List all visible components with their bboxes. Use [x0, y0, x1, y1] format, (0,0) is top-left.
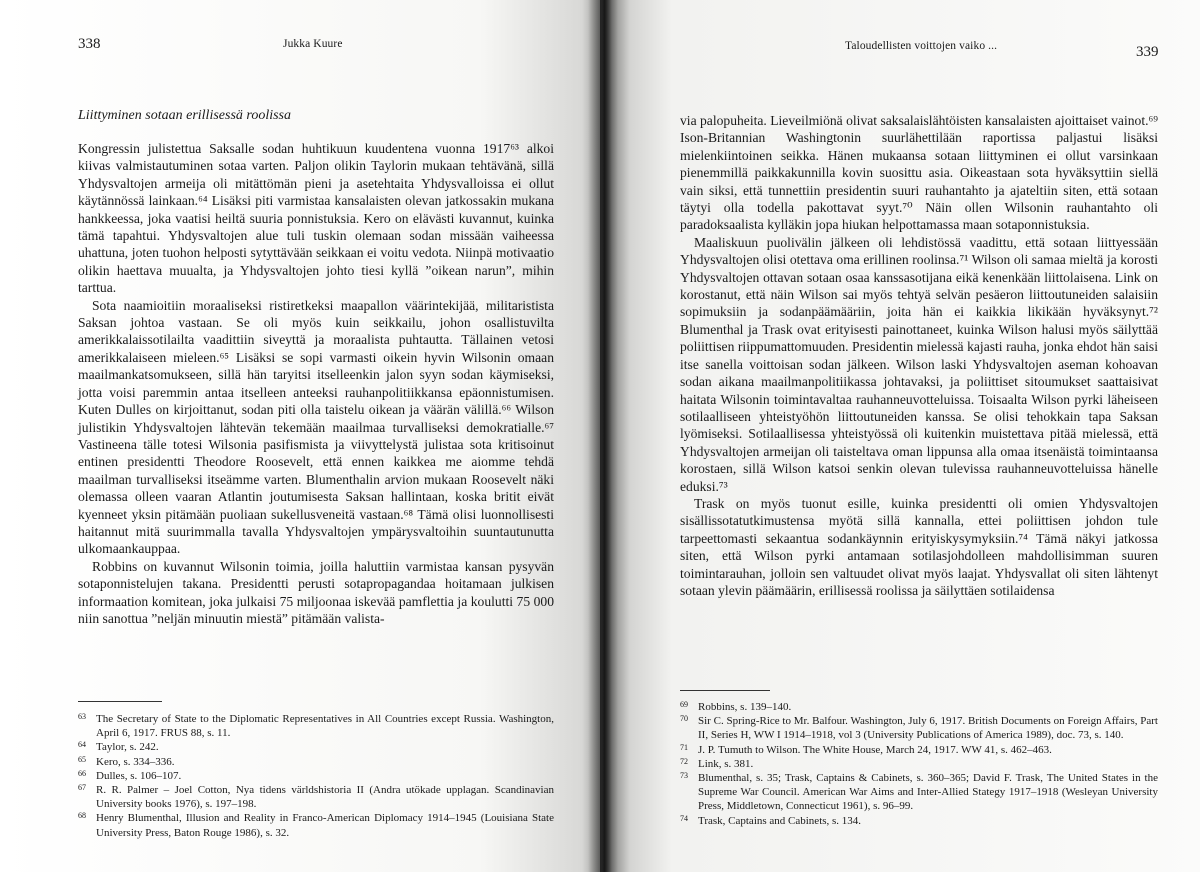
right-footnotes	[680, 700, 1158, 828]
footnote: 73 Blumenthal, s. 35; Trask, Captains & Cabinets, s. 360–365; David F. Trask, The United States in the Supreme War Council. American War Aims and Inter-Allied Stategy 1917–1918 (Wesleyan University Press, Middletown, Connecticut 1961), s. 96–99.	[680, 771, 1158, 813]
footnote: 64 Taylor, s. 242.	[78, 740, 159, 754]
paragraph: via palopuheita. Lieveilmiönä olivat saksalaislähtöisten kansalaisten ajoittaiset vainot.⁶⁹ Ison-Britannian Washingtonin suurlähettilään raportissa paljastui lisäksi mielenkiintoinen seikka. Hänen mukaansa sotaan liittyminen ei ollut varsinkaan pienemmillä paikkakunnilla kovin suosittu asia. Oikeastaan sota hyväksyttiin siellä vain siksi, että tunnettiin presidentin suuri rauhantahto ja ajateltiin siten, että sotaan täytyi olla todella pakottavat syyt.⁷⁰ Näin ollen Wilsonin rauhantahto oli paradoksaalista kylläkin jopa hiukan helpottamassa maan sotaponnistuksia.	[680, 113, 1158, 233]
page-number-right: 339	[1136, 44, 1159, 60]
footnote: 72 Link, s. 381.	[680, 756, 754, 770]
right-body-text	[680, 112, 1158, 599]
footnote-rule	[78, 701, 162, 702]
footnote: 67 R. R. Palmer – Joel Cotton, Nya tidens världshistoria II (Andra utökade upplagan. Scandinavian University books 1976), s. 197–198.	[78, 783, 554, 811]
left-footnotes	[78, 712, 554, 840]
paragraph: Maaliskuun puolivälin jälkeen oli lehdistössä vaadittu, että sotaan liittyessään Yhdysvaltojen olisi otettava oma erillinen roolinsa.⁷¹ Wilson oli samaa mieltä ja korosti Yhdysvaltojen ottavan sotaan osaa kanssasotijana eikä kenenkään liittolaisena. Link on korostanut, että näin Wilson sai myös tehtyä selvän pesäeron liittoutuneiden salaisiin sopimuksiin ja sodanpäämääriin, joita hän ei kaikkia likikään hyväksynyt.⁷² Blumenthal ja Trask ovat erityisesti painottaneet, kuinka Wilson halusi myös säilyttää poliittisen riippumattomuuden. Presidentin mielessä kajasti rauha, jonka ehdot hän saisi itse sanella voittoisan sodan jälkeen. Wilson laski Yhdysvaltojen aseman kohoavan sodan aikana maailmanpolitiikassa johtavaksi, ja poliittiset sitoumukset saattaisivat haitata Wilsonin toimintavaltaa rauhanneuvotteluissa. Toisaalta Wilson pyrki läheiseen sotilaalliseen yhteistyöhön liittoutuneiden kanssa. Se olisi tehokkain tapa Saksan lyömiseksi. Sotilaallisessa yhteistyössä oli kuitenkin muistettava pitää mielessä, että Yhdysvaltojen armeijan oli taisteltava oman lippunsa alla omaa itsenäistä toimintaansa korostaen, sillä Wilson katsoi senkin olevan tulevissa rauhanneuvotteluissa hänelle eduksi.⁷³	[680, 234, 1158, 494]
page-number-left: 338	[78, 36, 101, 52]
footnote: 66 Dulles, s. 106–107.	[78, 768, 182, 782]
footnote: 70 Sir C. Spring-Rice to Mr. Balfour. Washington, July 6, 1917. British Documents on Foreign Affairs, Part II, Series H, WW I 1914–1918, vol 3 (University Publications of America 1989), doc. 73, s. 140.	[680, 714, 1158, 742]
footnote: 74 Trask, Captains and Cabinets, s. 134.	[680, 813, 862, 827]
left-body-text	[78, 140, 554, 627]
footnote: 71 J. P. Tumuth to Wilson. The White House, March 24, 1917. WW 41, s. 462–463.	[680, 742, 1052, 756]
section-heading: Liittyminen sotaan erillisessä roolissa	[78, 108, 291, 123]
paragraph: Trask on myös tuonut esille, kuinka presidentti oli omien Yhdysvaltojen sisällissotatutkimustensa myötä sillä kannalla, ettei poliittisen johdon tule tarpeettomasti sekaantua sodankäynnin erityiskysymyksiin.⁷⁴ Tämä näkyi jatkossa siten, että Wilson pyrki antamaan sotilasjohdolleen mahdollisimman suuren toimintarauhan, jolloin sen valtuudet olivat myös laajat. Yhdysvallat oli siten lähtenyt sotaan ylevin päämäärin, erillisessä roolissa ja säilyttäen sotilaidensa	[680, 495, 1158, 598]
running-head-left: Jukka Kuure	[283, 38, 343, 50]
footnote-rule	[680, 690, 770, 691]
footnote: 69 Robbins, s. 139–140.	[680, 700, 792, 713]
footnote: 68 Henry Blumenthal, Illusion and Reality in Franco-American Diplomacy 1914–1945 (Louisiana State University Press, Baton Rouge 1986), s. 32.	[78, 811, 554, 839]
paragraph: Robbins on kuvannut Wilsonin toimia, joilla haluttiin varmistaa kansan pysyvän sotaponnistelujen takana. Presidentti perusti sotapropagandaa hoitamaan julkisen informaation komitean, joka julkaisi 75 miljoonaa iskevää pamflettia ja koulutti 75 000 niin sanottua ”neljän minuutin miestä” pitämään valista-	[78, 558, 554, 626]
paragraph: Sota naamioitiin moraaliseksi ristiretkeksi maapallon väärintekijää, militaristista Saksan johtoa vastaan. Se oli myös kuin seikkailu, johon osallistuvilta amerikkalaissotilailta vaadittiin siveyttä ja moraalista puhtautta. Tällainen vetosi amerikkalaiseen mieleen.⁶⁵ Lisäksi se sopi varmasti oikein hyvin Wilsonin omaan maailmankatsomukseen, sillä hän taryitsi itselleenkin jalon syyn sodan käymiseksi, jotta voisi paremmin antaa itselleen anteeksi rauhanpolitiikkansa epäonnistumisen. Kuten Dulles on kirjoittanut, sodan piti olla taistelu oikean ja väärän välillä.⁶⁶ Wilson julistikin Yhdysvaltojen lähtevän tekemään maailmaa turvalliseksi demokratialle.⁶⁷ Vastineena tälle totesi Wilsonia pasifismista ja viivyttelystä julistaa sota kritisoinut entinen presidentti Theodore Roosevelt, että ennen kaikkea me aiomme tehdä maailman turvalliseksi itseämme varten. Blumenthalin arvion mukaan Roosevelt näki olemassa olleen vaaran Atlantin joutumisesta Saksan hallintaan, koska britit eivät kyenneet yksin pitämään puoliaan sukellusveneitä vastaan.⁶⁸ Tämä olisi luonnollisesti haitannut mitä suurimmalla tavalla Yhdysvaltojen ympärysvaltoihin suuntautunutta ulkomaankauppaa.	[78, 297, 554, 557]
running-head-right: Taloudellisten voittojen vaiko ...	[845, 40, 998, 52]
footnote: 63 The Secretary of State to the Diplomatic Representatives in All Countries except Russia. Washington, April 6, 1917. FRUS 88, s. 11.	[78, 712, 554, 740]
footnote: 65 Kero, s. 334–336.	[78, 754, 175, 768]
paragraph: Kongressin julistettua Saksalle sodan huhtikuun kuudentena vuonna 1917⁶³ alkoi kiivas valmistautuminen sotaa varten. Paljon olikin Taylorin mukaan tehtävänä, sillä Yhdysvaltojen armeija oli mitättömän pieni ja asetehtaita Yhdysvalloissa ei ollut käytännössä lainkaan.⁶⁴ Lisäksi piti varmistaa kansalaisten olevan jatkossakin mukana hankkeessa, joka vaatisi heiltä suuria ponnistuksia. Kero on elävästi kuvannut, kuinka tämä tapahtui. Yhdysvaltojen alue tuli tuskin olemaan sodan missään vaiheessa uhattuna, joten tuohon helposti sytyttävään seikkaan ei voitu vedota. Niinpä motivaatio olikin haettava muualta, ja Yhdysvaltojen johto tiesi kyllä ”oikean narun”, mihin tarttua.	[78, 141, 554, 296]
right-page	[600, 0, 1200, 872]
